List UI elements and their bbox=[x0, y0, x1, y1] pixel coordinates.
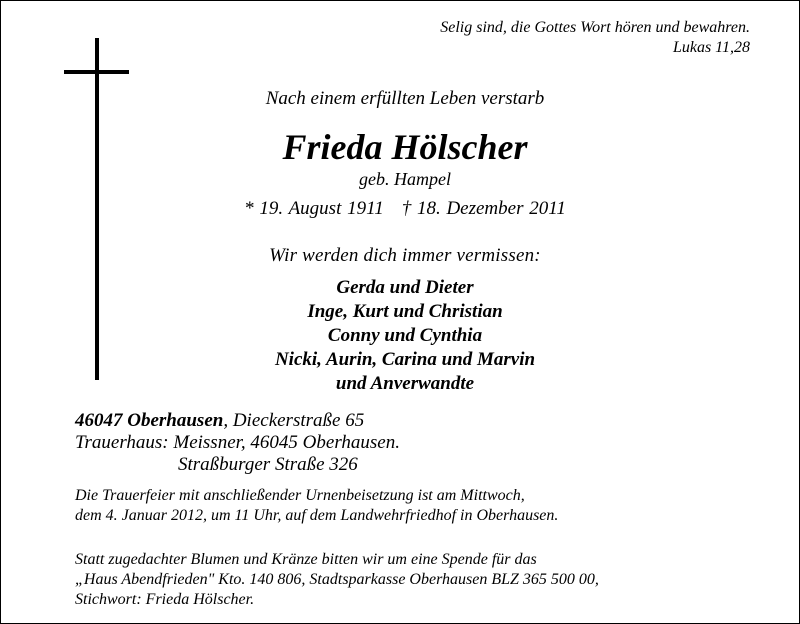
death-date: † 18. Dezember 2011 bbox=[401, 198, 566, 219]
life-dates bbox=[140, 197, 670, 221]
ceremony-line: dem 4. Januar 2012, um 11 Uhr, auf dem Landwehrfriedhof in Oberhausen. bbox=[75, 507, 559, 524]
address-block bbox=[75, 410, 400, 476]
mourners-list bbox=[140, 276, 670, 396]
mourning-house: Trauerhaus: Meissner, 46045 Oberhausen. bbox=[75, 432, 400, 453]
intro-text: Nach einem erfüllten Leben verstarb bbox=[265, 88, 545, 109]
donation-line: Stichwort: Frieda Hölscher. bbox=[75, 591, 255, 608]
bible-quote bbox=[440, 18, 750, 58]
mourner-line: Conny und Cynthia bbox=[327, 325, 483, 346]
ceremony-info bbox=[75, 486, 558, 526]
mourner-line: und Anverwandte bbox=[335, 373, 475, 394]
mourning-house-street: Straßburger Straße 326 bbox=[178, 454, 358, 475]
miss-text: Wir werden dich immer vermissen: bbox=[269, 245, 541, 266]
birth-date: * 19. August 1911 bbox=[244, 198, 384, 219]
mourner-line: Nicki, Aurin, Carina und Marvin bbox=[274, 349, 536, 370]
cross-horizontal-bar bbox=[64, 70, 129, 74]
maiden-name: geb. Hampel bbox=[359, 169, 451, 189]
address-city: 46047 Oberhausen bbox=[75, 410, 224, 431]
bible-quote-reference: Lukas 11,28 bbox=[672, 39, 750, 56]
donation-info bbox=[75, 550, 599, 610]
donation-line: Statt zugedachter Blumen und Kränze bitten wir um eine Spende für das bbox=[75, 551, 537, 568]
mourner-line: Inge, Kurt und Christian bbox=[307, 301, 503, 322]
address-street: , Dieckerstraße 65 bbox=[223, 410, 365, 431]
deceased-name: Frieda Hölscher bbox=[282, 127, 528, 167]
donation-line: „Haus Abendfrieden" Kto. 140 806, Stadtsparkasse Oberhausen BLZ 365 500 00, bbox=[75, 571, 599, 588]
mourner-line: Gerda und Dieter bbox=[336, 277, 474, 298]
bible-quote-text: Selig sind, die Gottes Wort hören und bewahren. bbox=[440, 19, 750, 36]
cross-vertical-bar bbox=[95, 38, 99, 380]
ceremony-line: Die Trauerfeier mit anschließender Urnenbeisetzung ist am Mittwoch, bbox=[75, 487, 525, 504]
